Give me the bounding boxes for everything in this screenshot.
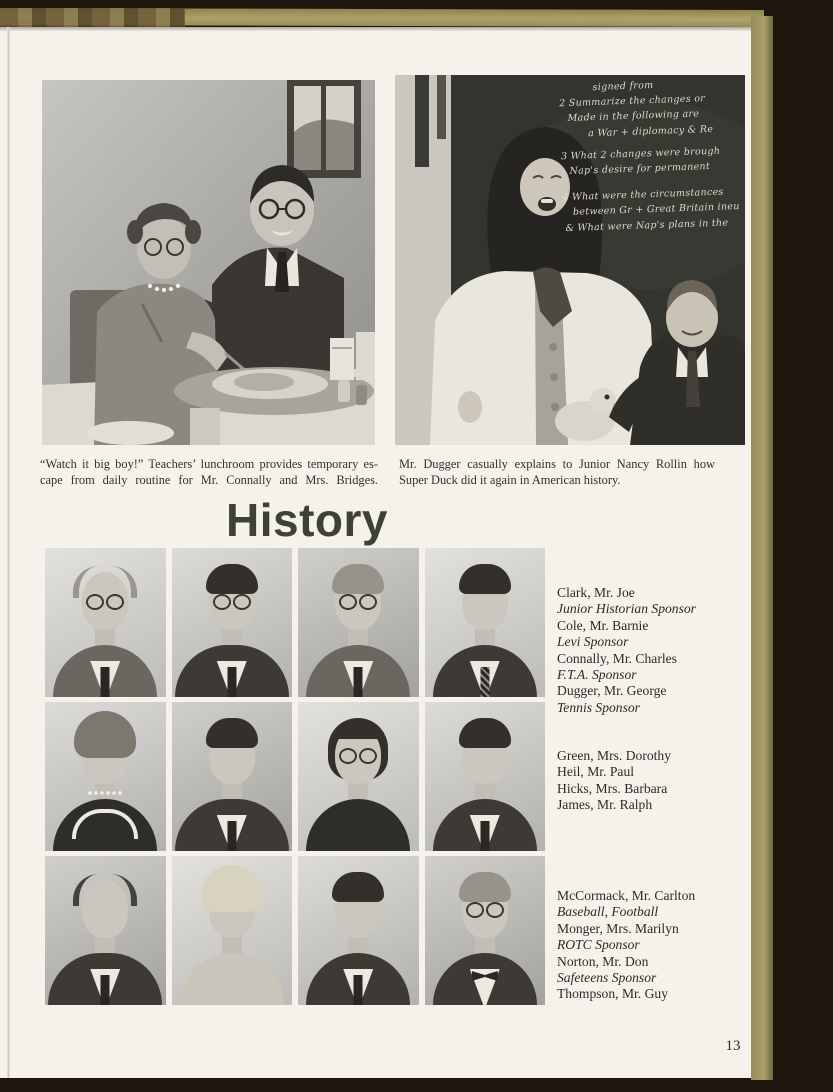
- hair: [459, 564, 511, 594]
- window: [287, 80, 361, 178]
- faculty-role: Safeteens Sponsor: [557, 970, 657, 986]
- hair: [459, 718, 511, 748]
- faculty-photo-grid: [45, 548, 545, 1005]
- drinking-glass: [190, 408, 220, 445]
- hair: [201, 865, 263, 912]
- hair: [332, 564, 384, 594]
- caption-line: Mr. Dugger casually explains to Junior Nancy Rollin how: [399, 457, 715, 471]
- tie: [480, 821, 489, 851]
- faculty-names-row-2: [557, 748, 671, 814]
- tie: [354, 975, 363, 1005]
- caption-line: Super Duck did it again in American history.: [399, 473, 621, 487]
- faculty-name: James, Mr. Ralph: [557, 797, 653, 813]
- chalk-line: Nap's desire for permanent: [569, 160, 711, 177]
- lunchroom-photo: [42, 80, 375, 445]
- faculty-name: Thompson, Mr. Guy: [557, 986, 669, 1002]
- caption-line: cape from daily routine for Mr. Connally and Mrs. Bridges.: [40, 473, 378, 487]
- faculty-name: Dugger, Mr. George: [557, 683, 667, 699]
- chalk-line: 4 What were the circumstances: [562, 186, 724, 204]
- portrait-connally: [298, 548, 419, 697]
- faculty-names-row-1: [557, 585, 696, 716]
- classroom-photo: [395, 75, 745, 445]
- book-edge-top-mottled: [0, 8, 185, 28]
- glasses-icon: [83, 594, 127, 609]
- faculty-name: Hicks, Mrs. Barbara: [557, 780, 668, 796]
- portrait-hicks: [298, 702, 419, 851]
- tie: [227, 821, 236, 851]
- portrait-monger: [172, 856, 293, 1005]
- faculty-role: Levi Sponsor: [557, 634, 629, 650]
- tie: [101, 667, 110, 697]
- hair: [73, 874, 137, 906]
- portrait-mccormack: [45, 856, 166, 1005]
- portrait-thompson: [425, 856, 546, 1005]
- chalkboard-writing: [558, 75, 745, 236]
- chalk-line: Made in the following are: [567, 108, 700, 125]
- chalk-line: 2 Summarize the changes or: [558, 93, 706, 110]
- chalk-line: 3 What 2 changes were brough: [560, 145, 721, 162]
- milk-cartons: [330, 332, 375, 380]
- portrait-norton: [298, 856, 419, 1005]
- glasses-icon: [463, 902, 507, 917]
- pearl-necklace: [87, 790, 123, 796]
- caption-line: “Watch it big boy!” Teachers’ lunchroom provides temporary es-: [40, 457, 378, 471]
- bangs: [335, 726, 381, 739]
- portrait-cole: [172, 548, 293, 697]
- hair: [332, 872, 384, 902]
- chalk-line: & What were Nap's plans in the: [565, 216, 729, 234]
- plate: [86, 421, 174, 445]
- page-number: 13: [725, 1038, 741, 1054]
- chalk-line: between Gr + Great Britain ineu: [572, 201, 740, 219]
- faculty-role: ROTC Sponsor: [557, 937, 640, 953]
- lunchroom-scene: [42, 80, 375, 445]
- faculty-name: Connally, Mr. Charles: [557, 650, 677, 666]
- page-top-shadow: [0, 27, 751, 31]
- faculty-name: Green, Mrs. Dorothy: [557, 748, 672, 763]
- striped-tie: [480, 667, 489, 697]
- caption-lunchroom: [40, 456, 378, 488]
- faculty-role: Baseball, Football: [557, 904, 659, 920]
- faculty-name: Cole, Mr. Barnie: [557, 617, 649, 633]
- yearbook-page: [0, 27, 751, 1078]
- faculty-name: McCormack, Mr. Carlton: [557, 888, 696, 903]
- hair: [206, 718, 258, 748]
- faculty-role: F.T.A. Sponsor: [557, 667, 637, 683]
- section-heading: History: [226, 494, 388, 546]
- portrait-green: [45, 702, 166, 851]
- dress: [180, 953, 284, 1005]
- faculty-name: Monger, Mrs. Marilyn: [557, 920, 679, 936]
- portrait-james: [425, 702, 546, 851]
- portrait-clark: [45, 548, 166, 697]
- faculty-names-row-3: [557, 888, 695, 1003]
- page-crease: [7, 27, 10, 1078]
- tie: [354, 667, 363, 697]
- chalk-line: a War + diplomacy & Re: [587, 123, 714, 139]
- faculty-role: Junior Historian Sponsor: [557, 601, 696, 617]
- portrait-heil: [172, 702, 293, 851]
- faculty-role: Tennis Sponsor: [557, 699, 640, 715]
- hair: [74, 711, 136, 758]
- portrait-dugger: [425, 548, 546, 697]
- dark-top: [306, 799, 410, 851]
- tie: [227, 667, 236, 697]
- faculty-name: Clark, Mr. Joe: [557, 585, 635, 600]
- glasses-icon: [210, 594, 254, 609]
- faculty-name: Heil, Mr. Paul: [557, 764, 635, 780]
- glasses-icon: [336, 748, 380, 763]
- caption-classroom: [399, 456, 715, 488]
- chalk-line: signed from: [592, 79, 654, 94]
- faculty-name: Norton, Mr. Don: [557, 953, 649, 969]
- book-edge-right: [751, 16, 773, 1080]
- hair: [459, 872, 511, 902]
- hair: [206, 564, 258, 594]
- glasses-icon: [336, 594, 380, 609]
- tie: [101, 975, 110, 1005]
